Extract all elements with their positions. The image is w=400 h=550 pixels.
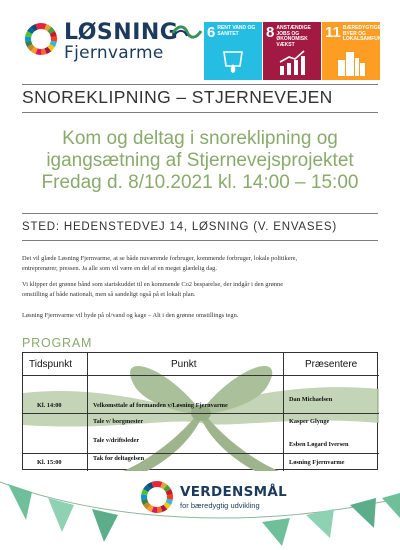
paragraph-line: Vi klipper det grønne bånd som startskuddet til en kommende Co2 besparelse, der indgår i den grønne — [22, 281, 284, 288]
row-item: Tale v/driftsleder — [93, 437, 140, 444]
program-heading: PROGRAM — [22, 336, 93, 350]
sdg-tile-label: RENT VAND OG SANITET — [217, 25, 256, 37]
sdg-tile-6 — [204, 22, 262, 80]
program-table — [22, 352, 378, 470]
page-title: SNOREKLIPNING – STJERNEVEJEN — [22, 87, 333, 107]
logo-swoosh-icon — [172, 24, 202, 42]
footer-title: VERDENSMÅL — [180, 484, 287, 500]
location-top-rule — [22, 213, 378, 214]
sdg-tile-8 — [263, 22, 321, 80]
table-header-time: Tidspunkt — [29, 359, 72, 370]
row-item: Velkomsttale af formanden v/Løsning Fjernvarme — [93, 402, 228, 409]
row-presenter: Løsning Fjernvarme — [289, 459, 345, 466]
sdg-wheel-icon — [140, 480, 174, 514]
paragraph-line: Det vil glæde Løsning Fjernvarme, at se både nuværende forbruger, kommende forbruger, lokale politikere, — [22, 255, 298, 262]
logo-subtitle: Fjernvarme — [64, 43, 164, 63]
water-drop-icon — [218, 50, 248, 76]
sdg-tile-number: 8 — [266, 24, 275, 41]
row-item: Tak for deltagelsen — [93, 455, 145, 462]
sdg-tile-label: BÆREDYGTIGE BYER OG LOKALSAMFUND — [342, 25, 386, 42]
row-presenter: Esben Løgard Iversen — [289, 441, 349, 448]
growth-chart-icon — [277, 50, 307, 76]
row-presenter: Dan Michaelsen — [289, 396, 333, 403]
location-text: STED: HEDENSTEDVEJ 14, LØSNING (V. ENVASES) — [22, 221, 337, 233]
sdg-tile-label: ANSTÆNDIGE JOBS OG ØKONOMISK VÆKST — [276, 25, 311, 48]
table-row-divider — [23, 413, 379, 414]
table-row-divider — [23, 375, 379, 376]
sdg-wheel-icon — [24, 22, 58, 56]
row-time: Kl. 15:00 — [37, 459, 62, 466]
loesning-fjernvarme-logo — [24, 22, 204, 62]
paragraph-invitation — [22, 254, 380, 274]
footer-subtitle: for bæredygtig udvikling — [180, 501, 260, 510]
headline-line-2: igangsætning af Stjernevejsprojektet — [46, 150, 354, 171]
paragraph-line: Løsning Fjernvarme vil byde på ol/vand og kage – Alt i den grønne omstillings tegn. — [22, 312, 239, 319]
paragraph-line: entreprenører, pressen. Ja alle som vil være en del af en meget glædelig dag. — [22, 265, 217, 272]
paragraph-ribbon — [22, 280, 380, 300]
title-rule — [22, 112, 378, 113]
table-header-presenter: Præsentere — [305, 359, 358, 370]
location-bottom-rule — [22, 240, 378, 241]
row-time: Kl. 14:00 — [37, 402, 62, 409]
city-buildings-icon — [336, 50, 366, 76]
table-row-divider — [23, 453, 379, 454]
row-presenter: Kasper Glynge — [289, 418, 330, 425]
paragraph-line: omstilling af både nationalt, men så sandeligt også på et lokalt plan. — [22, 291, 196, 298]
header-rule — [22, 84, 378, 85]
verdensmaal-logo — [140, 480, 300, 520]
table-header-item: Punkt — [171, 359, 197, 370]
sdg-tile-number: 11 — [325, 24, 341, 41]
sdg-tile-11 — [322, 22, 386, 80]
row-item: Tale v/ borgmester — [93, 418, 144, 425]
headline-line-3: Fredag d. 8/10.2021 kl. 14:00 – 15:00 — [41, 172, 359, 193]
headline-line-1: Kom og deltag i snoreklipning og — [62, 128, 338, 149]
paragraph-refreshments — [22, 311, 380, 321]
logo-title: LØSNING — [64, 20, 179, 45]
sdg-tile-number: 6 — [207, 24, 216, 41]
